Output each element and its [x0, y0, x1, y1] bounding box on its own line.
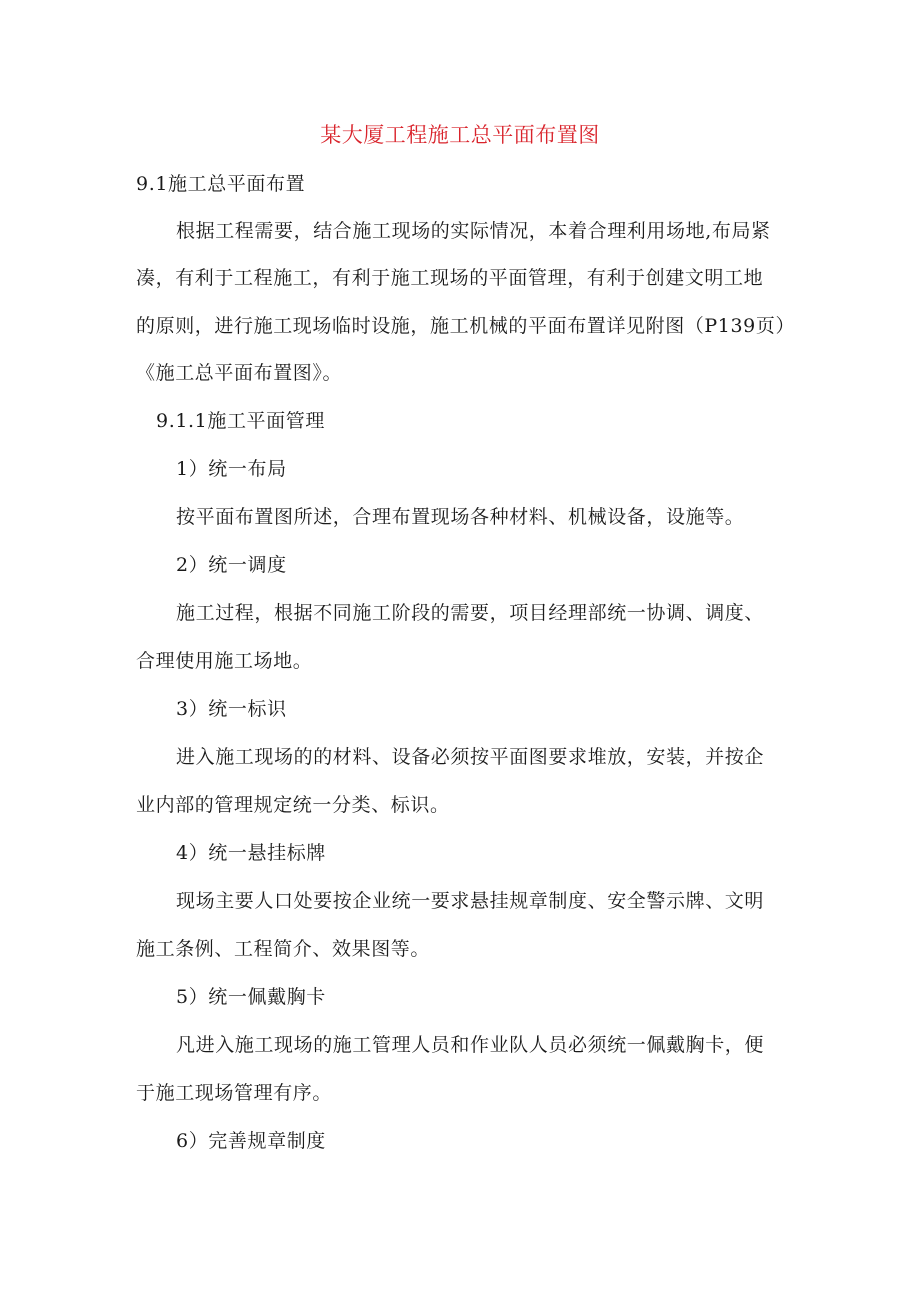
item-2-text-line-2: 合理使用施工场地。	[136, 650, 313, 672]
intro-paragraph-line-2: 凑，有利于工程施工，有利于施工现场的平面管理，有利于创建文明工地	[136, 267, 764, 289]
item-2-heading: 2）统一调度	[176, 554, 287, 576]
item-6-heading: 6）完善规章制度	[176, 1130, 326, 1152]
item-1-heading: 1）统一布局	[176, 458, 287, 480]
item-5-text-line-2: 于施工现场管理有序。	[136, 1082, 333, 1104]
item-5-text-line-1: 凡进入施工现场的施工管理人员和作业队人员必须统一佩戴胸卡，便	[176, 1034, 765, 1056]
intro-paragraph-line-3: 的原则，进行施工现场临时设施，施工机械的平面布置详见附图（P139页）	[136, 315, 796, 337]
subsection-heading: 9.1.1施工平面管理	[156, 410, 325, 432]
intro-paragraph-line-1: 根据工程需要，结合施工现场的实际情况，本着合理利用场地,布局紧	[176, 220, 771, 242]
item-4-text-line-2: 施工条例、工程简介、效果图等。	[136, 938, 431, 960]
document-title: 某大厦工程施工总平面布置图	[320, 123, 600, 147]
item-3-text-line-2: 业内部的管理规定统一分类、标识。	[136, 794, 450, 816]
item-3-heading: 3）统一标识	[176, 698, 287, 720]
item-5-heading: 5）统一佩戴胸卡	[176, 986, 326, 1008]
item-1-text-line-1: 按平面布置图所述，合理布置现场各种材料、机械设备，设施等。	[176, 506, 745, 528]
section-heading: 9.1施工总平面布置	[136, 173, 306, 195]
item-3-text-line-1: 进入施工现场的的材料、设备必须按平面图要求堆放，安装，并按企	[176, 746, 765, 768]
item-4-text-line-1: 现场主要人口处要按企业统一要求悬挂规章制度、安全警示牌、文明	[176, 890, 765, 912]
intro-paragraph-line-4: 《施工总平面布置图》。	[136, 362, 343, 384]
item-4-heading: 4）统一悬挂标牌	[176, 842, 326, 864]
item-2-text-line-1: 施工过程，根据不同施工阶段的需要，项目经理部统一协调、调度、	[176, 602, 765, 624]
